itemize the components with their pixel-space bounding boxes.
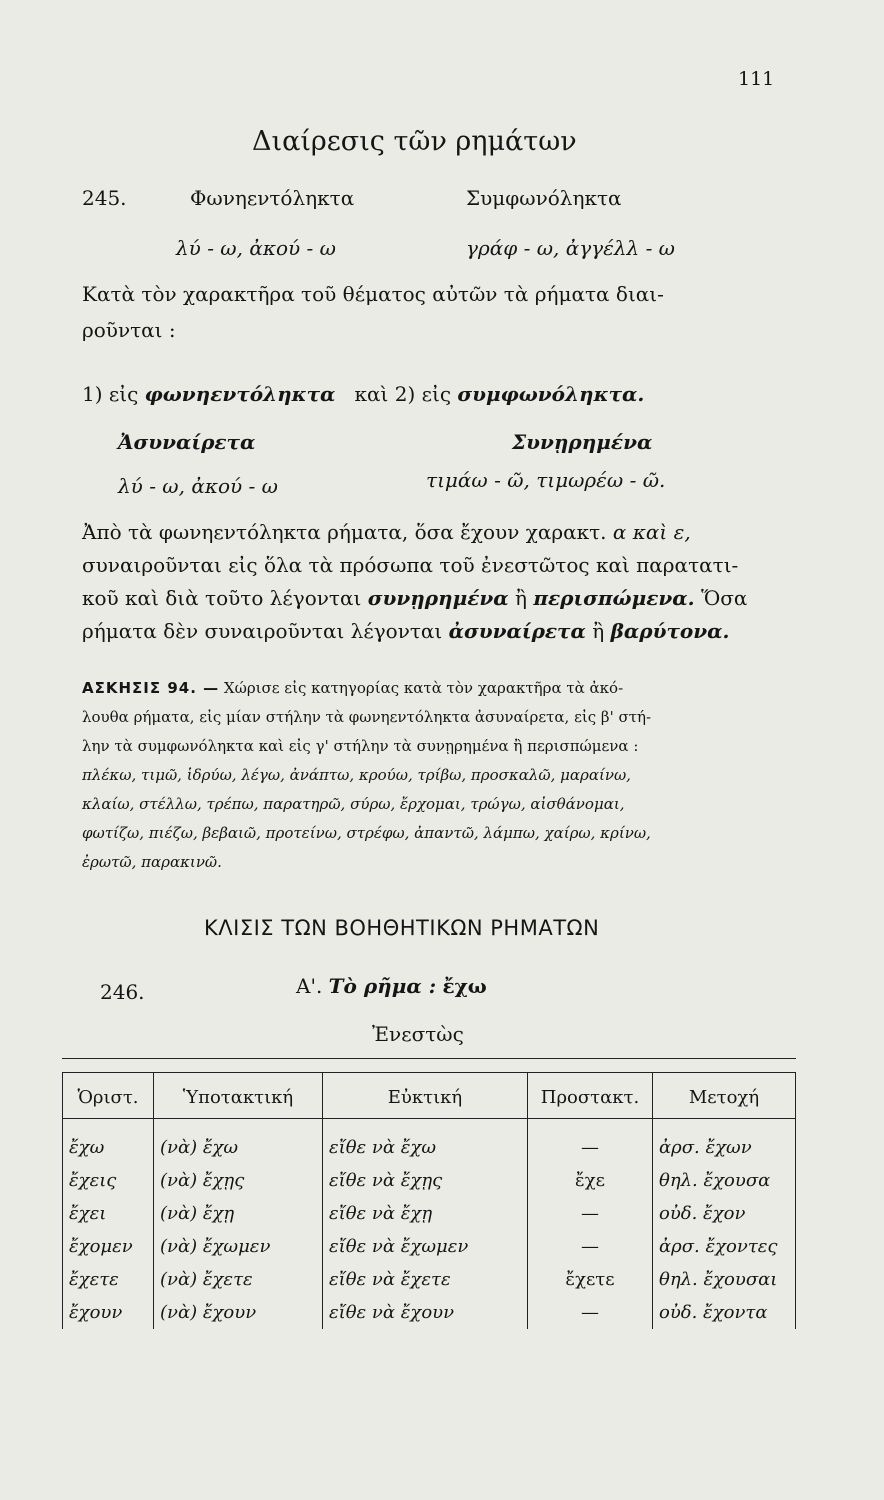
section-title: ΚΛΙΣΙΣ ΤΩΝ ΒΟΗΘΗΤΙΚΩΝ ΡΗΜΑΤΩΝ xyxy=(204,916,600,940)
cell: — xyxy=(528,1119,653,1165)
section-number-245: 245. xyxy=(82,186,127,210)
table-header-row xyxy=(63,1073,796,1119)
cell: ἀρσ. ἔχοντες xyxy=(653,1230,796,1263)
table-row xyxy=(63,1164,796,1197)
paragraph-line xyxy=(82,516,802,549)
intro-line-1: Κατὰ τὸν χαρακτῆρα τοῦ θέματος αὐτῶν τὰ ρήματα διαι- xyxy=(82,282,664,306)
division-2-term: συμφωνόληκτα. xyxy=(457,382,645,406)
paragraph-line: συναιροῦνται εἰς ὅλα τὰ πρόσωπα τοῦ ἐνεστῶτος καὶ παρατατι- xyxy=(82,553,739,577)
exercise-line: ἐρωτῶ, παρακινῶ. xyxy=(82,853,222,871)
text: ἢ xyxy=(515,586,527,610)
exercise-line: φωτίζω, πιέζω, βεβαιῶ, προτείνω, στρέφω, ἀπαντῶ, λάμπω, χαίρω, κρίνω, xyxy=(82,824,651,842)
cell: (νὰ) ἔχωμεν xyxy=(154,1230,323,1263)
col-participle: Μετοχή xyxy=(653,1073,796,1119)
text: Ἀπὸ τὰ φωνηεντόληκτα ρήματα, ὅσα ἔχουν χαρακτ. xyxy=(82,520,607,544)
text: ἢ xyxy=(592,619,605,643)
term: περισπώμενα. xyxy=(533,586,695,610)
cell: — xyxy=(528,1230,653,1263)
uncontracted-examples: λύ - ω, ἀκού - ω xyxy=(118,474,278,498)
cell: (νὰ) ἔχῃς xyxy=(154,1164,323,1197)
exercise-line: λην τὰ συμφωνόληκτα καὶ εἰς γ' στήλην τὰ συνῃρημένα ἢ περισπώμενα : xyxy=(82,737,639,755)
cell: (νὰ) ἔχουν xyxy=(154,1296,323,1329)
cell: εἴθε νὰ ἔχωμεν xyxy=(323,1230,528,1263)
paragraph-line xyxy=(82,582,802,615)
text: Χώρισε εἰς κατηγορίας κατὰ τὸν χαρακτῆρα τὰ ἀκό- xyxy=(223,679,624,697)
exercise-line: κλαίω, στέλλω, τρέπω, παρατηρῶ, σύρω, ἔρχομαι, τρώγω, αἰσθάνομαι, xyxy=(82,795,625,813)
contraction-paragraph xyxy=(82,516,802,648)
col-indicative: Ὁριστ. xyxy=(63,1073,154,1119)
cell: (νὰ) ἔχῃ xyxy=(154,1197,323,1230)
table-row xyxy=(63,1296,796,1329)
cell: ἔχεις xyxy=(63,1164,154,1197)
text: κοῦ καὶ διὰ τοῦτο λέγονται xyxy=(82,586,362,610)
table-top-rule xyxy=(62,1058,796,1059)
cell: θηλ. ἔχουσαι xyxy=(653,1263,796,1296)
division-1-term: φωνηεντόληκτα xyxy=(144,382,336,406)
col-optative: Εὐκτική xyxy=(323,1073,528,1119)
table-row xyxy=(63,1119,796,1165)
contracted-label: Συνῃρημένα xyxy=(512,430,653,454)
heading-verb: ἔχω xyxy=(442,974,487,998)
cell: οὐδ. ἔχοντα xyxy=(653,1296,796,1329)
vowel-stem-label: Φωνηεντόληκτα xyxy=(190,186,355,210)
cell: — xyxy=(528,1197,653,1230)
term: ἀσυναίρετα xyxy=(448,619,586,643)
conjugation-table xyxy=(62,1072,796,1329)
text: α καὶ ε, xyxy=(612,520,691,544)
exercise-line xyxy=(82,674,802,703)
cell: εἴθε νὰ ἔχετε xyxy=(323,1263,528,1296)
cell: εἴθε νὰ ἔχῃς xyxy=(323,1164,528,1197)
heading-letter: Α'. xyxy=(296,974,323,998)
cell: οὐδ. ἔχον xyxy=(653,1197,796,1230)
cell: ἔχετε xyxy=(63,1263,154,1296)
cell: ἀρσ. ἔχων xyxy=(653,1119,796,1165)
exercise-94 xyxy=(82,674,802,877)
cell: εἴθε νὰ ἔχω xyxy=(323,1119,528,1165)
table-row xyxy=(63,1263,796,1296)
cell: ἔχει xyxy=(63,1197,154,1230)
cell: (νὰ) ἔχω xyxy=(154,1119,323,1165)
uncontracted-label: Ἀσυναίρετα xyxy=(118,430,256,454)
cell: θηλ. ἔχουσα xyxy=(653,1164,796,1197)
division-mid-label: καὶ 2) εἰς xyxy=(354,382,452,406)
cell: ἔχετε xyxy=(528,1263,653,1296)
section-number-246: 246. xyxy=(100,980,145,1004)
division-1-label: 1) εἰς xyxy=(82,382,139,406)
exercise-line: πλέκω, τιμῶ, ἱδρύω, λέγω, ἀνάπτω, κρούω, τρίβω, προσκαλῶ, μαραίνω, xyxy=(82,766,631,784)
vowel-examples: λύ - ω, ἀκού - ω xyxy=(176,236,336,260)
cell: (νὰ) ἔχετε xyxy=(154,1263,323,1296)
table-row xyxy=(63,1230,796,1263)
cell: εἴθε νὰ ἔχουν xyxy=(323,1296,528,1329)
consonant-stem-label: Συμφωνόληκτα xyxy=(466,186,622,210)
verb-heading xyxy=(296,974,487,998)
intro-line-2: ροῦνται : xyxy=(82,318,176,342)
table-row xyxy=(63,1197,796,1230)
cell: — xyxy=(528,1296,653,1329)
cell: ἔχομεν xyxy=(63,1230,154,1263)
heading-verb-label: Τὸ ρῆμα : xyxy=(328,974,437,998)
page-title: Διαίρεσις τῶν ρημάτων xyxy=(252,126,577,157)
exercise-label: ΑΣΚΗΣΙΣ 94. — xyxy=(82,679,220,697)
cell: ἔχουν xyxy=(63,1296,154,1329)
consonant-examples: γράφ - ω, ἀγγέλλ - ω xyxy=(466,236,675,260)
division-line xyxy=(82,382,644,406)
cell: ἔχε xyxy=(528,1164,653,1197)
term: βαρύτονα. xyxy=(610,619,730,643)
term: συνῃρημένα xyxy=(367,586,509,610)
text: ρήματα δὲν συναιροῦνται λέγονται xyxy=(82,619,443,643)
cell: ἔχω xyxy=(63,1119,154,1165)
paragraph-line xyxy=(82,615,802,648)
contracted-examples: τιμάω - ῶ, τιμωρέω - ῶ. xyxy=(426,468,666,492)
col-subjunctive: Ὑποτακτική xyxy=(154,1073,323,1119)
exercise-line: λουθα ρήματα, εἰς μίαν στήλην τὰ φωνηεντόληκτα ἀσυναίρετα, εἰς β' στή- xyxy=(82,708,652,726)
page-number: 111 xyxy=(738,68,775,90)
tense-label: Ἐνεστὼς xyxy=(372,1022,464,1046)
text: Ὅσα xyxy=(700,586,748,610)
cell: εἴθε νὰ ἔχῃ xyxy=(323,1197,528,1230)
col-imperative: Προστακτ. xyxy=(528,1073,653,1119)
